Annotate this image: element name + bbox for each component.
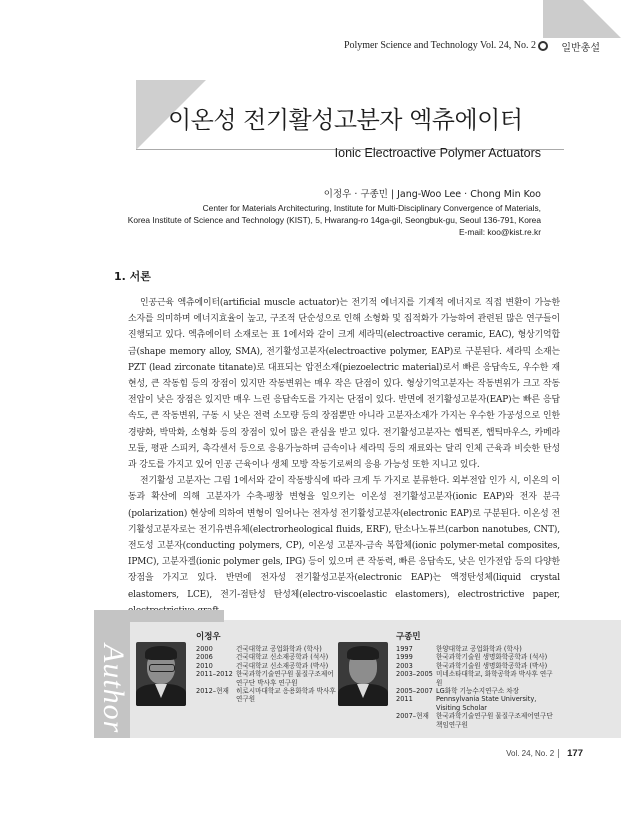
running-header [330,38,600,54]
bio-entry: 2006 건국대학교 신소재공학과 (석사) [196,653,329,662]
title-english: Ionic Electroactive Polymer Actuators [334,146,541,160]
corner-cut [583,0,621,38]
author-vertical-label: Author [97,644,130,734]
body-text [128,295,560,619]
footer-divider [558,749,559,758]
email-line: E-mail: koo@kist.re.kr [458,227,541,237]
author-photo [338,642,388,706]
hair-shape [145,646,177,660]
bio-name: 이정우 [196,632,221,642]
bio-entry: 2010 건국대학교 신소재공학과 (박사) [196,661,329,670]
page-number: 177 [567,748,583,759]
title-korean: 이온성 전기활성고분자 엑츄에이터 [168,106,523,134]
bio-entry: 2012–현재 히로시마대학교 응용화학과 박사후 연구원 [196,687,336,704]
page-footer [506,748,583,759]
paragraph: 인공근육 엑츄에이터(artificial muscle actuator)는 전기적 에너지를 기계적 에너지로 직접 변환이 가능한 소자를 의미하며 에너지효율이 높고, 구조적 단순성으로 인해 소형화 및 집적화가 가능하여 관련된 많은 연구들이 진행되고 있다. 엑츄에이터 소재로는 표 1에서와 같이 크게 세라믹(electroactive ceramic, EAC), 형상기억합금(shape memory alloy, SMA), 전기활성고분자(electroactive polymer, EAP)로 구분된다. 세라믹 소재는 PZT (lead zirconate titanate)로 대표되는 압전소재(piezoelectric material)로서 빠른 응답속도, 우수한 재현성, 큰 작동힘 등의 장점이 있지만 작동변위는 매우 작은 단점이 있다. 형상기억고분자는 작동변위가 크고 작동전압이 낮은 장점은 있지만 매우 느린 응답속도를 가지는 단점이 있다. 반면에 전기활성고분자(EAP)는 빠른 응답속도, 큰 작동변위, 구동 시 낮은 전력 소모량 등의 장점뿐만 아니라 고분자소재가 가지는 우수한 가공성으로 인한 경량화, 박막화, 소형화 등의 장점이 있어 많은 관심을 받고 있다. 전기활성고분자는 햅틱폰, 햅틱마우스, 카메라 모듈, 평판 스피커, 촉각센서 등으로 응용가능하며 금속이나 세라믹 등의 재료와는 달리 인체 근육과 비슷한 탄성과 강도를 가지고 있어 인공 근육이나 생체 모방 작동기로써의 응용 가능성 또한 지니고 있다. [128,298,560,471]
bio-list [196,645,336,704]
bio-name: 구종민 [396,632,421,642]
author-line: 이정우 · 구종민 | Jang-Woo Lee · Chong Min Koo [323,189,541,200]
bio-list [396,645,558,729]
affiliation [21,202,541,238]
bio-entry: 2003–2005 미네소타대학교, 화학공학과 박사후 연구원 [396,670,553,687]
footer-issue: Vol. 24, No. 2 [506,749,555,758]
bio-entry: 1999 한국과학기술원 생명화학공학과 (석사) [396,653,548,662]
hair-shape [347,646,379,660]
paragraph: 전기활성 고분자는 그림 1에서와 같이 작동방식에 따라 크게 두 가지로 분류한다. 외부전압 인가 시, 이온의 이동과 확산에 의해 고분자가 수축-팽창 변형을 일으키는 이온성 전기활성고분자(ionic EAP)와 전자 분극(polarization) 현상에 의하여 변형이 일어나는 전자성 전기활성고분자(electronic EAP)로 구분된다. 이온성 전기활성고분자로는 전기유변유체(electrorheological fluids, ERF), 탄소나노튜브(carbon nanotubes, CNT), 전도성 고분자(conducting polymers, CP), 이온성 고분자-금속 복합체(ionic polymer-metal composites, IPMC), 고분자겔(ionic polymer gels, IPG) 등이 있으며 큰 작동력, 빠른 응답속도, 낮은 인가전압 등의 다양한 장점을 가지고 있다. 반면에 전자성 전기활성고분자(electronic EAP)는 액정탄성체(liquid crystal elastomers, LCE), 전기-점탄성 탄성체(electro-viscoelastic elastomers), electrostrictive paper, [128,476,560,600]
bio-entry: 2005–2007 LG화학 기능수지연구소 차장 [396,687,520,696]
affiliation-line: Center for Materials Architecturing, Institute for Multi-Disciplinary Convergence of Materials, [202,203,541,213]
bio-entry: 2003 한국과학기술원 생명화학공학과 (박사) [396,661,548,670]
bio-entry: 2000 건국대학교 공업화학과 (학사) [196,645,322,653]
affiliation-line: Korea Institute of Science and Technology (KIST), 5, Hwarang-ro 14ga-gil, Seongbuk-gu, Seoul 136-791, Korea [127,215,541,225]
section-heading: 1. 서론 [114,270,151,283]
bio-entry: 2007–현재 한국과학기술연구원 물질구조제어연구단 책임연구원 [396,712,553,729]
author-photo [136,642,186,706]
journal-title: Polymer Science and Technology Vol. 24, No. 2 [343,40,536,51]
bio-entry: 2011 Pennsylvania State University, Visiting Scholar [396,695,537,712]
section-label: 일반총설 [561,43,600,54]
ring-icon [538,41,548,51]
bio-entry: 1997 한양대학교 공업화학과 (학사) [396,645,522,653]
bio-entry: 2011–2012 한국과학기술연구원 물질구조제어연구단 박사후 연구원 [196,670,334,687]
glasses-shape [149,664,175,672]
